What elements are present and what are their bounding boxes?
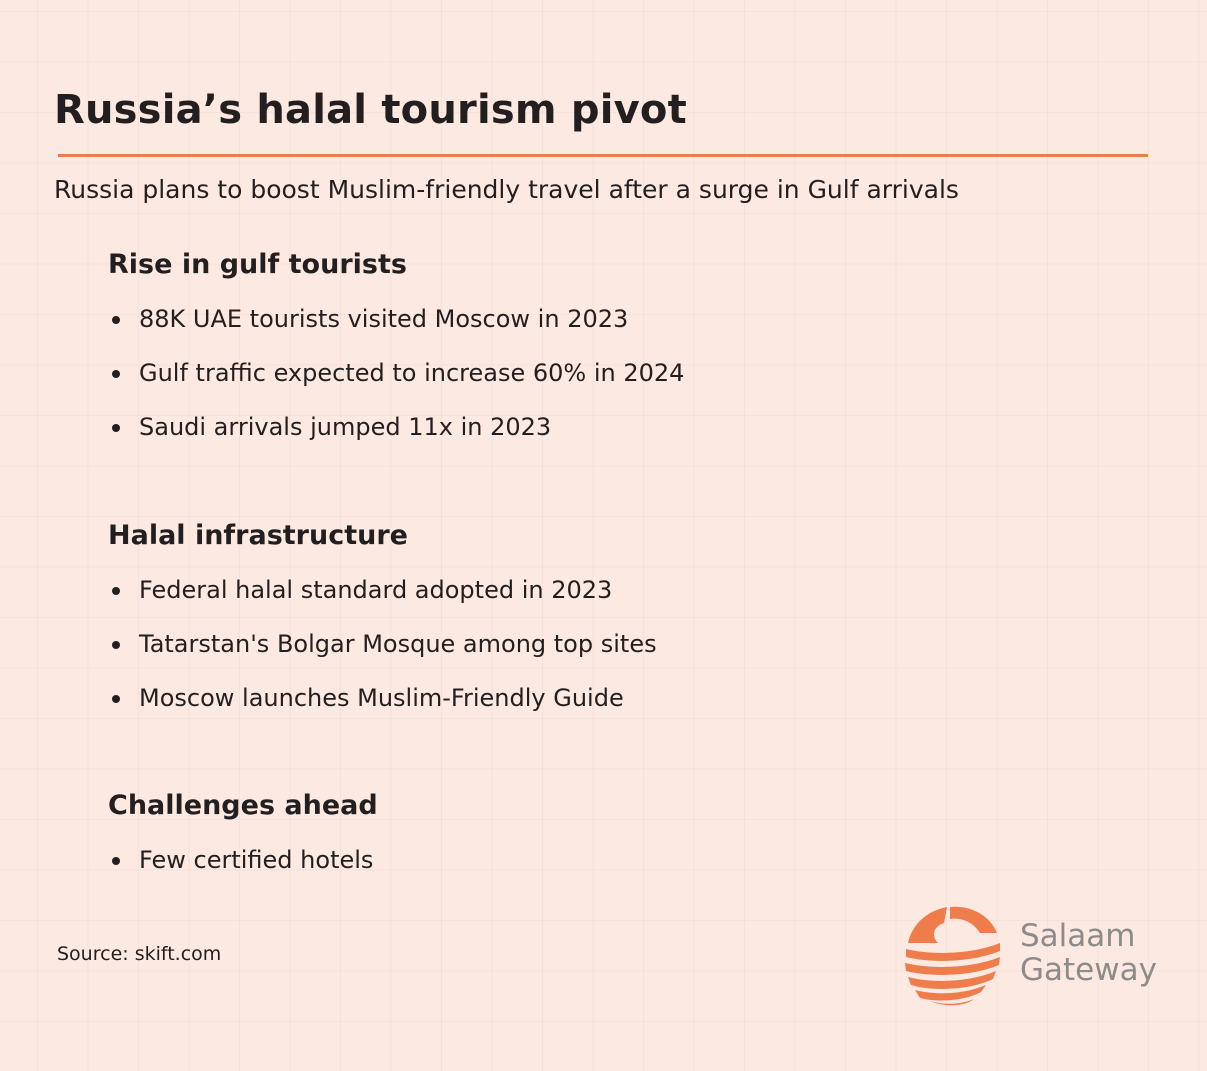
brand-line-1: Salaam [1020,918,1136,954]
page-subtitle: Russia plans to boost Muslim-friendly travel after a surge in Gulf arrivals [54,175,959,204]
list-item-text: Tatarstan's Bolgar Mosque among top sites [139,630,657,658]
list-item [108,353,684,407]
list-item [108,624,657,678]
section-heading: Rise in gulf tourists [108,249,407,280]
source-credit: Source: skift.com [57,943,222,965]
bullet-list [108,570,657,732]
list-item [108,840,378,894]
list-item-text: 88K UAE tourists visited Moscow in 2023 [139,305,629,333]
brand-line-2: Gateway [1020,952,1157,988]
bullet-list [108,299,684,461]
list-item-text: Saudi arrivals jumped 11x in 2023 [139,413,552,441]
globe-swirl-icon [900,903,1008,1008]
list-item [108,299,684,353]
bullet-list [108,840,378,894]
bullet-icon [112,695,120,703]
bullet-icon [112,424,120,432]
brand-wordmark [1020,919,1157,987]
list-item [108,678,657,732]
bullet-icon [112,641,120,649]
bullet-icon [112,587,120,595]
list-item [108,570,657,624]
bullet-icon [112,857,120,865]
list-item-text: Gulf traffic expected to increase 60% in 2024 [139,359,685,387]
title-divider [58,154,1148,157]
list-item-text: Few certified hotels [139,846,374,874]
list-item [108,407,684,461]
list-item-text: Federal halal standard adopted in 2023 [139,576,613,604]
bullet-icon [112,370,120,378]
section-halal-infrastructure [108,516,657,732]
bullet-icon [112,316,120,324]
section-rise-in-gulf-tourists [108,245,684,461]
list-item-text: Moscow launches Muslim-Friendly Guide [139,684,624,712]
brand-logo [900,903,1157,1008]
page-title: Russia’s halal tourism pivot [54,87,687,133]
section-challenges-ahead [108,786,378,894]
section-heading: Halal infrastructure [108,520,408,551]
section-heading: Challenges ahead [108,790,378,821]
